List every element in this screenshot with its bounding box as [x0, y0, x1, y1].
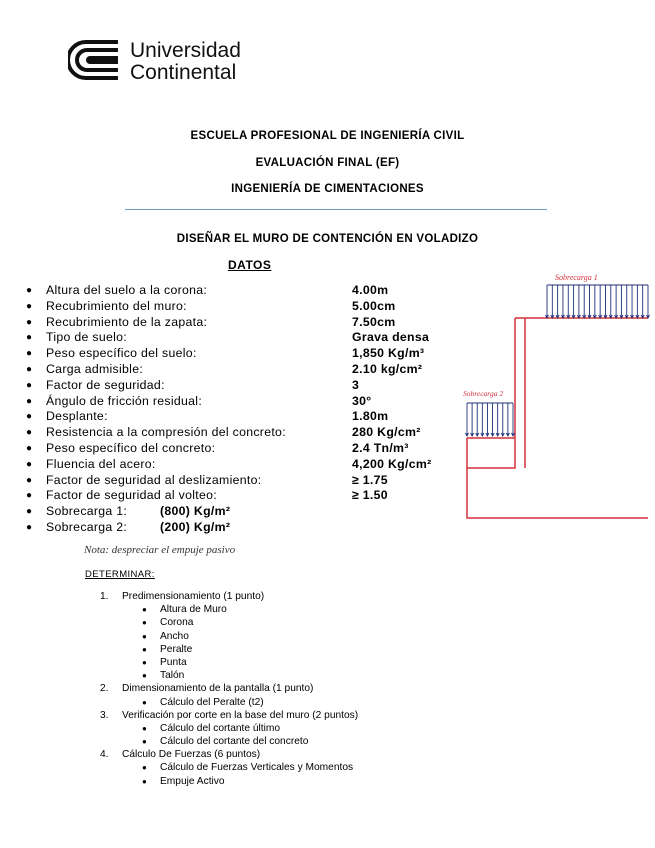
bullet-icon: ● — [142, 671, 147, 681]
data-item — [22, 362, 472, 378]
university-logo — [68, 38, 288, 90]
exam-title: EVALUACIÓN FINAL (EF) — [255, 157, 400, 169]
bullet-icon: ● — [26, 521, 33, 533]
bullet-icon: ● — [26, 348, 33, 360]
logo-line-1: Universidad — [130, 39, 241, 62]
bullet-icon: ● — [142, 776, 147, 786]
surcharge-2-label: Sobrecarga 2 — [463, 389, 504, 398]
bullet-icon: ● — [26, 411, 33, 423]
data-label: Ángulo de fricción residual: — [46, 393, 203, 408]
data-value: Grava densa — [352, 330, 430, 345]
bullet-icon: ● — [26, 363, 33, 375]
data-value: 2.4 Tn/m³ — [352, 440, 409, 455]
surcharge-2-arrows — [466, 403, 515, 436]
wall-outline — [467, 318, 648, 518]
item-number: 1. — [100, 591, 109, 602]
bullet-icon: ● — [26, 395, 33, 407]
data-item — [22, 299, 472, 315]
bullet-icon: ● — [26, 300, 33, 312]
bullet-icon: ● — [26, 427, 33, 439]
subitem-text: Cálculo del cortante último — [160, 722, 281, 734]
item-text: Cálculo De Fuerzas (6 puntos) — [122, 749, 261, 761]
bullet-icon: ● — [142, 763, 147, 773]
data-label: Peso específico del concreto: — [46, 440, 216, 455]
data-value: 280 Kg/cm² — [352, 425, 421, 440]
data-label: Factor de seguridad al volteo: — [46, 488, 218, 503]
item-text: Verificación por corte en la base del muro (2 puntos) — [122, 709, 359, 721]
bullet-icon: ● — [26, 506, 33, 518]
school-title: ESCUELA PROFESIONAL DE INGENIERÍA CIVIL — [190, 130, 465, 142]
data-value: 1,850 Kg/m³ — [352, 346, 425, 361]
retaining-wall-figure — [455, 268, 650, 523]
logo-mark-icon — [68, 38, 124, 82]
datos-heading: DATOS — [228, 258, 272, 272]
data-value: 3 — [352, 377, 360, 392]
item-number: 2. — [100, 683, 109, 695]
data-item — [22, 488, 472, 504]
data-label: Resistencia a la compresión del concreto: — [46, 425, 286, 440]
data-item — [22, 457, 472, 473]
data-item — [22, 346, 472, 362]
bullet-icon: ● — [26, 285, 33, 296]
bullet-icon: ● — [26, 316, 33, 328]
data-item — [22, 378, 472, 394]
item-number: 4. — [100, 749, 109, 761]
data-item — [22, 394, 472, 410]
subitem-text: Ancho — [160, 630, 189, 642]
subitem-text: Talón — [160, 670, 185, 682]
data-label: Carga admisible: — [46, 361, 144, 376]
course-title: INGENIERÍA DE CIMENTACIONES — [231, 183, 424, 195]
data-label: Altura del suelo a la corona: — [46, 283, 208, 297]
data-label: Factor de seguridad: — [46, 377, 165, 392]
data-value: 5.00cm — [352, 298, 396, 313]
bullet-icon: ● — [142, 618, 147, 628]
data-value: 1.80m — [352, 409, 389, 424]
surcharge-1-label: Sobrecarga 1 — [555, 273, 598, 282]
data-value: ≥ 1.50 — [352, 488, 388, 503]
subitem-text: Punta — [160, 656, 187, 668]
note-text: Nota: despreciar el empuje pasivo — [84, 544, 236, 556]
data-item — [22, 315, 472, 331]
bullet-icon: ● — [26, 442, 33, 454]
data-label: Desplante: — [46, 409, 108, 424]
header-divider — [125, 209, 547, 210]
data-value: 4,200 Kg/cm² — [352, 456, 432, 471]
data-label: Recubrimiento del muro: — [46, 298, 187, 313]
logo-line-2: Continental — [130, 61, 237, 84]
bullet-icon: ● — [26, 458, 33, 470]
data-label: Peso específico del suelo: — [46, 346, 197, 361]
item-text: Dimensionamiento de la pantalla (1 punto) — [122, 683, 314, 695]
data-label: Recubrimiento de la zapata: — [46, 314, 208, 329]
bullet-icon: ● — [142, 631, 147, 641]
bullet-icon: ● — [142, 723, 147, 733]
bullet-icon: ● — [142, 737, 147, 747]
data-item — [22, 473, 472, 489]
subitem-text: Peralte — [160, 643, 193, 655]
item-text: Predimensionamiento (1 punto) — [122, 591, 265, 602]
bullet-icon: ● — [142, 644, 147, 654]
logo-wordmark — [130, 40, 241, 84]
data-item — [22, 409, 472, 425]
surcharge-1-arrows — [546, 285, 650, 318]
bullet-icon: ● — [26, 490, 33, 502]
data-label: Tipo de suelo: — [46, 330, 127, 345]
surcharge-item — [22, 520, 472, 536]
subitem-text: Cálculo de Fuerzas Verticales y Momentos — [160, 762, 354, 774]
bullet-icon: ● — [26, 474, 33, 486]
task-title: DISEÑAR EL MURO DE CONTENCIÓN EN VOLADIZO — [176, 233, 479, 245]
data-value: 7.50cm — [352, 314, 396, 329]
bullet-icon: ● — [142, 697, 147, 707]
item-number: 3. — [100, 709, 109, 721]
subitem-text: Cálculo del cortante del concreto — [160, 736, 309, 748]
bullet-icon: ● — [142, 605, 147, 615]
surcharge-value: (800) Kg/m² — [160, 504, 231, 519]
bullet-icon: ● — [26, 379, 33, 391]
surcharge-label: Sobrecarga 2: — [46, 519, 128, 534]
data-item — [22, 441, 472, 457]
data-item — [22, 425, 472, 441]
data-value: 4.00m — [352, 283, 389, 297]
surcharge-label: Sobrecarga 1: — [46, 504, 128, 519]
subitem-text: Cálculo del Peralte (t2) — [160, 696, 264, 708]
data-value: 30° — [352, 393, 372, 408]
bullet-icon: ● — [142, 657, 147, 667]
data-label: Fluencia del acero: — [46, 456, 156, 471]
data-list — [22, 283, 472, 536]
surcharge-item — [22, 504, 472, 520]
data-label: Factor de seguridad al deslizamiento: — [46, 472, 262, 487]
determinar-heading: DETERMINAR: — [85, 569, 155, 580]
subitem-text: Corona — [160, 617, 194, 629]
data-item — [22, 283, 472, 299]
data-value: 2.10 kg/cm² — [352, 361, 423, 376]
surcharge-value: (200) Kg/m² — [160, 519, 231, 534]
bullet-icon: ● — [26, 332, 33, 344]
data-value: ≥ 1.75 — [352, 472, 388, 487]
data-item — [22, 330, 472, 346]
subitem-text: Empuje Activo — [160, 775, 225, 787]
subitem-text: Altura de Muro — [160, 604, 227, 616]
